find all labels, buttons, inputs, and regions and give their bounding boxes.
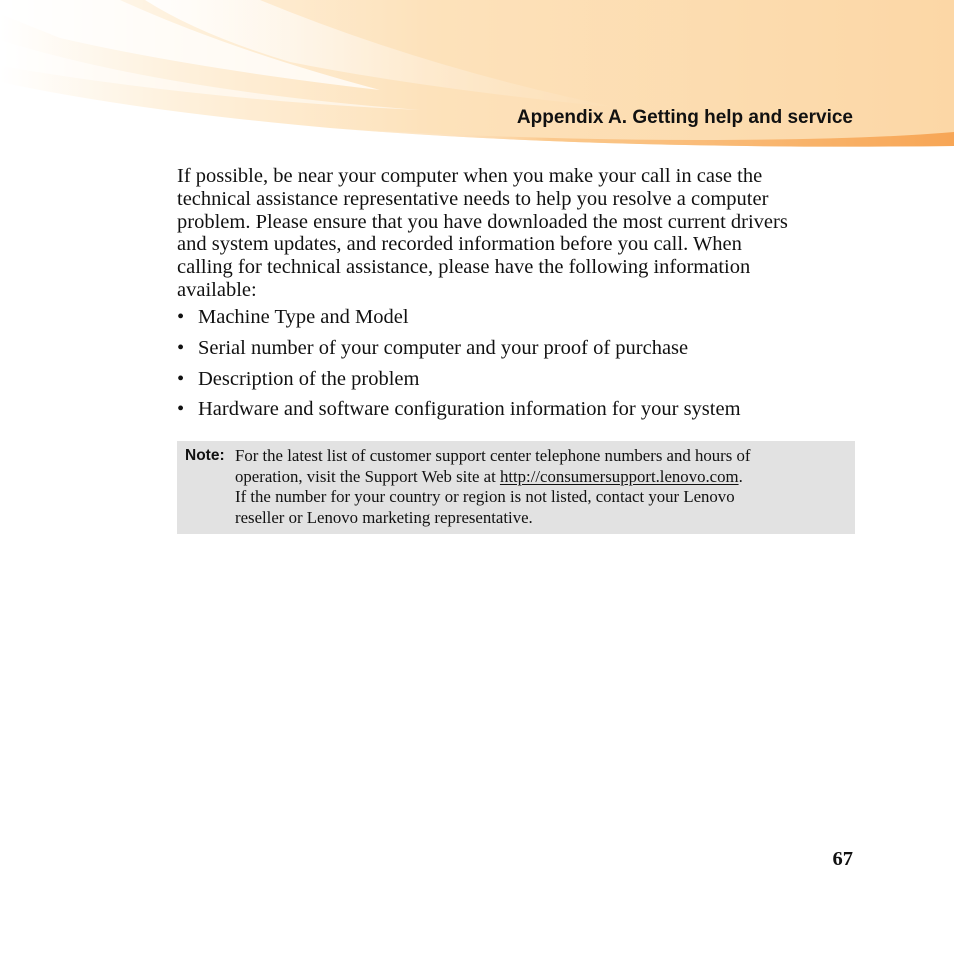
body-line: calling for technical assistance, please have the following information <box>177 256 751 279</box>
note-line: reseller or Lenovo marketing representative. <box>235 507 533 527</box>
body-line: and system updates, and recorded information before you call. When <box>177 233 742 256</box>
list-item <box>177 336 867 361</box>
bullet-icon: • <box>177 398 185 421</box>
list-item-text: Serial number of your computer and your proof of purchase <box>198 336 689 359</box>
body-paragraph <box>177 165 867 302</box>
list-item-text: Description of the problem <box>198 367 420 390</box>
note-line <box>235 467 847 488</box>
bullet-icon: • <box>177 306 185 328</box>
list-item <box>177 305 867 330</box>
body-line: technical assistance representative needs to help you resolve a computer <box>177 187 769 210</box>
note-line: For the latest list of customer support center telephone numbers and hours of <box>235 446 751 465</box>
note-box <box>177 441 855 534</box>
info-bullet-list <box>177 305 867 428</box>
list-item <box>177 397 867 422</box>
note-text <box>235 446 847 528</box>
body-line: available: <box>177 278 257 301</box>
support-website-link[interactable]: http://consumersupport.lenovo.com <box>499 466 739 486</box>
note-line-punct: . <box>738 466 743 486</box>
body-line: problem. Please ensure that you have downloaded the most current drivers <box>177 210 788 233</box>
note-line-text: operation, visit the Support Web site at <box>235 466 500 486</box>
list-item <box>177 367 867 392</box>
page-number: 67 <box>832 848 853 870</box>
header-decorative-band <box>0 0 954 160</box>
note-label: Note: <box>185 447 225 464</box>
list-item-text: Machine Type and Model <box>198 306 409 328</box>
body-line: If possible, be near your computer when you make your call in case the <box>177 165 763 187</box>
bullet-icon: • <box>177 336 185 359</box>
note-line: If the number for your country or region is not listed, contact your Lenovo <box>235 487 735 506</box>
bullet-icon: • <box>177 367 185 390</box>
page-header-title: Appendix A. Getting help and service <box>516 107 853 128</box>
list-item-text: Hardware and software configuration information for your system <box>198 398 741 421</box>
